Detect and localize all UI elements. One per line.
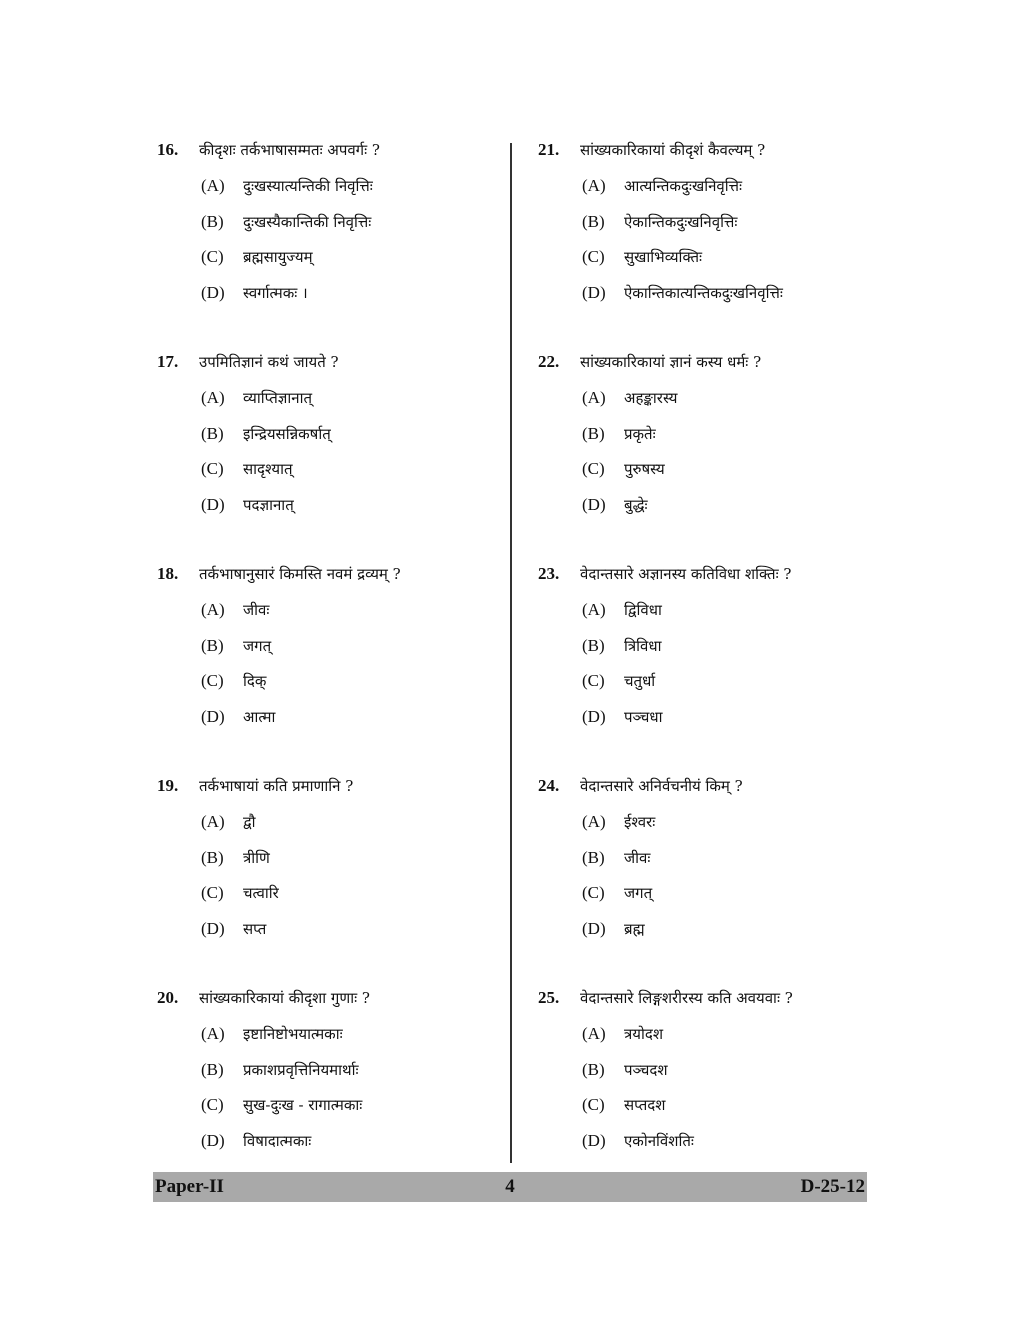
question bbox=[538, 988, 868, 1200]
option-label: (C) bbox=[582, 1095, 605, 1114]
question-header bbox=[538, 988, 868, 1024]
option-text: विषादात्मकाः bbox=[243, 1131, 312, 1150]
question-text: उपमितिज्ञानं कथं जायते ? bbox=[199, 353, 339, 371]
answer-option bbox=[582, 883, 868, 919]
option-text: जीवः bbox=[243, 601, 270, 619]
question-number: 16. bbox=[157, 140, 179, 159]
answer-option bbox=[201, 707, 487, 743]
option-label: (B) bbox=[201, 1059, 224, 1079]
left-column bbox=[157, 140, 487, 1200]
option-label: (A) bbox=[582, 176, 606, 195]
question-text: सांख्यकारिकायां ज्ञानं कस्य धर्मः ? bbox=[580, 353, 762, 371]
option-label: (C) bbox=[582, 459, 605, 478]
answer-option bbox=[201, 247, 487, 283]
option-label: (D) bbox=[582, 1130, 606, 1150]
option-text: चत्वारि bbox=[243, 884, 279, 902]
question-text: तर्कभाषायां कति प्रमाणानि ? bbox=[199, 777, 354, 795]
option-text: सुखाभिव्यक्तिः bbox=[624, 248, 703, 266]
option-text: द्विविधा bbox=[624, 601, 662, 619]
option-text: जीवः bbox=[624, 848, 651, 867]
question-header bbox=[538, 776, 868, 812]
option-text: प्रकाशप्रवृत्तिनियमार्थाः bbox=[243, 1060, 359, 1079]
question bbox=[538, 352, 868, 564]
option-label: (D) bbox=[201, 918, 225, 938]
option-text: दुःखस्यैकान्तिकी निवृत्तिः bbox=[243, 212, 372, 231]
option-text: पदज्ञानात् bbox=[243, 495, 294, 514]
option-label: (D) bbox=[201, 282, 225, 302]
option-label: (C) bbox=[201, 883, 224, 902]
option-text: द्वौ bbox=[243, 813, 256, 831]
option-text: सप्तदश bbox=[624, 1096, 666, 1114]
question-header bbox=[157, 352, 487, 388]
option-text: स्वर्गात्मकः । bbox=[243, 283, 308, 302]
answer-option bbox=[582, 424, 868, 460]
option-text: अहङ्कारस्य bbox=[624, 389, 678, 407]
question-header bbox=[157, 988, 487, 1024]
question-number: 17. bbox=[157, 352, 179, 371]
answer-option bbox=[582, 459, 868, 495]
answer-option bbox=[201, 919, 487, 955]
option-label: (C) bbox=[582, 671, 605, 690]
answer-option bbox=[201, 812, 487, 848]
answer-option bbox=[201, 1024, 487, 1060]
option-label: (C) bbox=[201, 247, 224, 266]
option-label: (C) bbox=[201, 671, 224, 690]
answer-option bbox=[201, 636, 487, 672]
option-text: ईश्वरः bbox=[624, 813, 656, 831]
answer-option bbox=[582, 388, 868, 424]
question-text: वेदान्तसारे लिङ्गशरीरस्य कति अवयवाः ? bbox=[580, 989, 793, 1007]
question-text: तर्कभाषानुसारं किमस्ति नवमं द्रव्यम् ? bbox=[199, 565, 401, 583]
option-label: (B) bbox=[582, 1059, 605, 1079]
answer-option bbox=[201, 1131, 487, 1167]
option-label: (A) bbox=[582, 1024, 606, 1043]
answer-option bbox=[201, 671, 487, 707]
footer-paper-label: Paper-II bbox=[155, 1176, 224, 1197]
answer-option bbox=[201, 283, 487, 319]
option-text: त्रयोदश bbox=[624, 1025, 664, 1043]
option-text: सादृश्यात् bbox=[243, 460, 293, 478]
option-text: प्रकृतेः bbox=[624, 424, 656, 443]
option-label: (B) bbox=[201, 211, 224, 231]
answer-option bbox=[582, 1060, 868, 1096]
option-text: दिक् bbox=[243, 672, 267, 690]
option-text: जगत् bbox=[624, 884, 653, 902]
answer-option bbox=[582, 283, 868, 319]
answer-option bbox=[582, 919, 868, 955]
option-label: (B) bbox=[582, 423, 605, 443]
answer-option bbox=[582, 176, 868, 212]
option-label: (B) bbox=[582, 635, 605, 655]
question bbox=[538, 776, 868, 988]
question bbox=[157, 564, 487, 776]
answer-option bbox=[582, 600, 868, 636]
question-number: 20. bbox=[157, 988, 179, 1007]
option-label: (A) bbox=[201, 176, 225, 195]
option-label: (A) bbox=[582, 812, 606, 831]
answer-option bbox=[201, 459, 487, 495]
option-label: (D) bbox=[201, 706, 225, 726]
option-text: पञ्चदश bbox=[624, 1060, 668, 1079]
option-label: (A) bbox=[582, 388, 606, 407]
question bbox=[538, 564, 868, 776]
question-text: कीदृशः तर्कभाषासम्मतः अपवर्गः ? bbox=[199, 141, 380, 159]
question-header bbox=[157, 140, 487, 176]
question bbox=[538, 140, 868, 352]
option-label: (B) bbox=[201, 635, 224, 655]
option-label: (A) bbox=[201, 388, 225, 407]
answer-option bbox=[201, 388, 487, 424]
answer-option bbox=[201, 424, 487, 460]
question-header bbox=[157, 776, 487, 812]
option-text: आत्यन्तिकदुःखनिवृत्तिः bbox=[624, 177, 743, 195]
question-number: 22. bbox=[538, 352, 560, 371]
answer-option bbox=[582, 848, 868, 884]
question bbox=[157, 352, 487, 564]
option-text: एकोनविंशतिः bbox=[624, 1131, 694, 1150]
option-label: (D) bbox=[582, 494, 606, 514]
answer-option bbox=[201, 1060, 487, 1096]
answer-option bbox=[201, 600, 487, 636]
option-text: त्रीणि bbox=[243, 848, 270, 867]
question-header bbox=[157, 564, 487, 600]
option-label: (C) bbox=[201, 1095, 224, 1114]
question-text: वेदान्तसारे अनिर्वचनीयं किम् ? bbox=[580, 777, 743, 795]
answer-option bbox=[582, 495, 868, 531]
option-text: ऐकान्तिकदुःखनिवृत्तिः bbox=[624, 212, 738, 231]
option-text: पुरुषस्य bbox=[624, 460, 665, 478]
option-label: (C) bbox=[582, 247, 605, 266]
option-text: बुद्धेः bbox=[624, 495, 648, 514]
option-text: व्याप्तिज्ञानात् bbox=[243, 389, 313, 407]
answer-option bbox=[582, 812, 868, 848]
option-label: (A) bbox=[201, 600, 225, 619]
option-text: पञ्चधा bbox=[624, 707, 663, 726]
right-column bbox=[538, 140, 868, 1200]
answer-option bbox=[201, 848, 487, 884]
answer-option bbox=[201, 176, 487, 212]
question-text: सांख्यकारिकायां कीदृशा गुणाः ? bbox=[199, 989, 370, 1007]
question-number: 19. bbox=[157, 776, 179, 795]
answer-option bbox=[582, 671, 868, 707]
question-number: 25. bbox=[538, 988, 560, 1007]
option-label: (B) bbox=[582, 847, 605, 867]
question-header bbox=[538, 352, 868, 388]
column-divider bbox=[510, 143, 512, 1163]
option-text: आत्मा bbox=[243, 707, 276, 726]
option-label: (D) bbox=[201, 494, 225, 514]
option-text: ब्रह्म bbox=[624, 919, 645, 938]
option-text: ब्रह्मसायुज्यम् bbox=[243, 248, 313, 266]
option-text: त्रिविधा bbox=[624, 636, 662, 655]
option-label: (B) bbox=[201, 423, 224, 443]
option-text: ऐकान्तिकात्यन्तिकदुःखनिवृत्तिः bbox=[624, 283, 783, 302]
option-text: चतुर्धा bbox=[624, 672, 656, 690]
question bbox=[157, 140, 487, 352]
answer-option bbox=[582, 247, 868, 283]
question-number: 18. bbox=[157, 564, 179, 583]
option-text: जगत् bbox=[243, 636, 272, 655]
option-label: (A) bbox=[201, 1024, 225, 1043]
option-text: इष्टानिष्टोभयात्मकाः bbox=[243, 1025, 343, 1043]
answer-option bbox=[201, 212, 487, 248]
question-header bbox=[538, 140, 868, 176]
answer-option bbox=[201, 495, 487, 531]
page-footer bbox=[153, 1172, 867, 1202]
question-header bbox=[538, 564, 868, 600]
option-label: (C) bbox=[582, 883, 605, 902]
option-label: (B) bbox=[201, 847, 224, 867]
option-text: सुख-दुःख - रागात्मकाः bbox=[243, 1096, 363, 1114]
question-text: वेदान्तसारे अज्ञानस्य कतिविधा शक्तिः ? bbox=[580, 565, 792, 583]
question-number: 23. bbox=[538, 564, 560, 583]
option-text: सप्त bbox=[243, 919, 267, 938]
question-number: 21. bbox=[538, 140, 560, 159]
question-number: 24. bbox=[538, 776, 560, 795]
option-text: दुःखस्यात्यन्तिकी निवृत्तिः bbox=[243, 177, 373, 195]
answer-option bbox=[582, 707, 868, 743]
answer-option bbox=[582, 1131, 868, 1167]
option-label: (D) bbox=[201, 1130, 225, 1150]
option-label: (A) bbox=[582, 600, 606, 619]
answer-option bbox=[582, 636, 868, 672]
question bbox=[157, 988, 487, 1200]
option-label: (D) bbox=[582, 918, 606, 938]
page-number: 4 bbox=[505, 1176, 515, 1197]
option-label: (A) bbox=[201, 812, 225, 831]
answer-option bbox=[201, 1095, 487, 1131]
question-text: सांख्यकारिकायां कीदृशं कैवल्यम् ? bbox=[580, 141, 766, 159]
footer-code: D-25-12 bbox=[800, 1176, 865, 1197]
answer-option bbox=[582, 212, 868, 248]
answer-option bbox=[582, 1024, 868, 1060]
option-label: (D) bbox=[582, 706, 606, 726]
option-label: (D) bbox=[582, 282, 606, 302]
question bbox=[157, 776, 487, 988]
option-text: इन्द्रियसन्निकर्षात् bbox=[243, 424, 331, 443]
answer-option bbox=[201, 883, 487, 919]
option-label: (C) bbox=[201, 459, 224, 478]
option-label: (B) bbox=[582, 211, 605, 231]
answer-option bbox=[582, 1095, 868, 1131]
